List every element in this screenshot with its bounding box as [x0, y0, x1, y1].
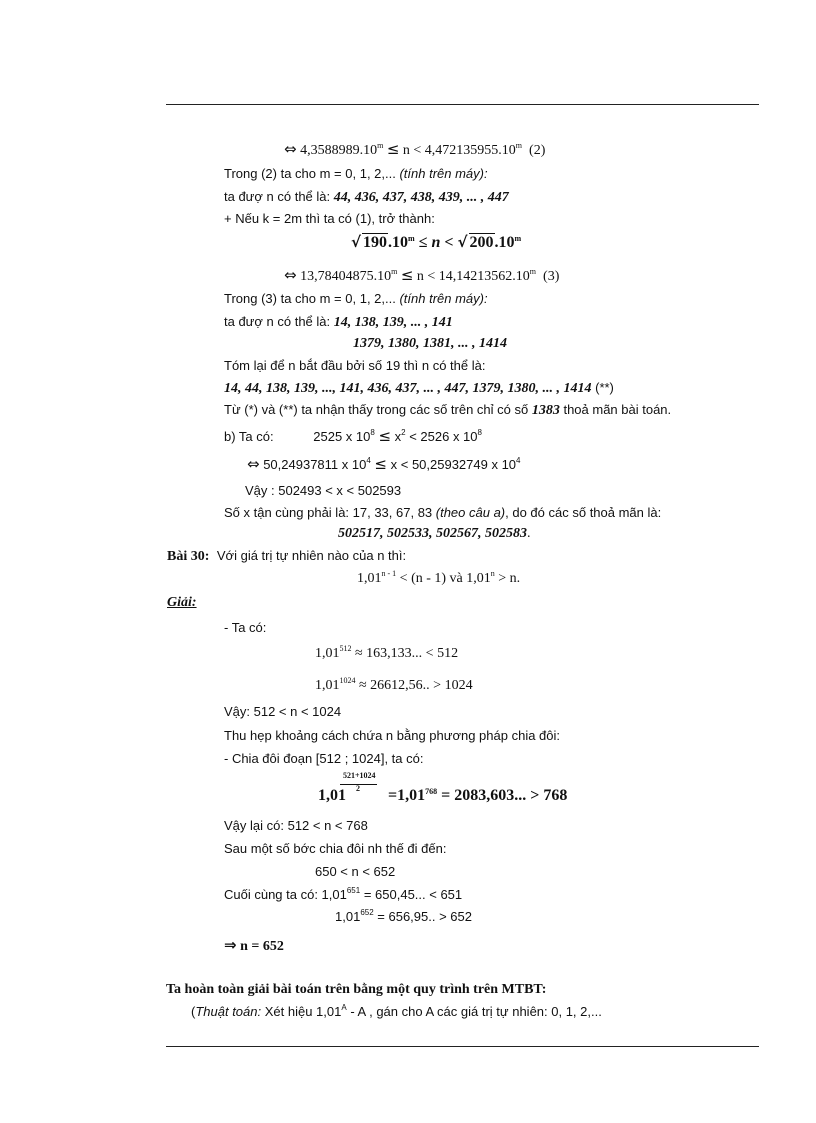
text-line: Vậy: 512 < n < 1024 [224, 704, 342, 719]
solution-heading: Giải: [167, 595, 197, 610]
text-line: Số x tận cùng phải là: 17, 33, 67, 83 (theo câu a), do đó các số thoả mãn là: [224, 505, 662, 520]
equivalence-icon: ⇔ [247, 455, 260, 473]
header-rule [166, 104, 759, 105]
problem-30-statement: $1,01^{n - 1} < (n - 1)$ và $1,01^n > n$. [357, 569, 521, 586]
text-line: Vậy : 502493 < x < 502593 [245, 483, 402, 498]
text-line: Trong (3) ta cho m = 0, 1, 2,... (tính trên máy): [224, 291, 488, 306]
equivalence-icon: ⇔ [284, 140, 297, 158]
text-line: Thu hẹp khoảng cách chứa n bằng phương pháp chia đôi: [224, 728, 561, 743]
fraction-exponent-numerator: 521+1024 [343, 771, 376, 780]
equation-2: ⇔ $4,3588989.10^m \le n < 4,472135955.10^m$ (2) [284, 140, 546, 158]
text-line: Sau một số bớc chia đôi nh thế đi đến: [224, 841, 447, 856]
text-line: b) Ta có: 2525 x $10^8 \le x^2 < 2526$ x $10^8$ [224, 427, 482, 445]
text-line: 650 < n < 652 [315, 864, 396, 879]
text-line: ⇔ 50,24937811 x $10^4 \le x < 50,25932749$ x $10^4$ [247, 455, 521, 473]
text-line: 1379, 1380, 1381, ... , 1414 [353, 336, 507, 351]
equation-3: ⇔ $13,78404875.10^m \le n < 14,14213562.10^m$ (3) [284, 266, 560, 284]
text-line: ta đượ n có thể là: 14, 138, 139, ... , 141 [224, 314, 453, 330]
text-line: Tóm lại để n bắt đầu bởi số 19 thì n có thể là: [224, 358, 486, 373]
text-line: + Nếu k = 2m thì ta có (1), trở thành: [224, 211, 435, 226]
text-line: $1,01^{652} = 656,95$.. > 652 [335, 908, 472, 924]
text-line: Từ (*) và (**) ta nhận thấy trong các số trên chỉ có số 1383 thoả mãn bài toán. [224, 402, 672, 418]
equivalence-icon: ⇔ [284, 266, 297, 284]
text-line: - Ta có: [224, 620, 267, 635]
text-line: Cuối cùng ta có: $1,01^{651} = 650,45$... < 651 [224, 886, 463, 902]
text-line: Trong (2) ta cho m = 0, 1, 2,... (tính trên máy): [224, 166, 488, 181]
equation-line: $1,01^{512} \approx 163,133$... < 512 [315, 644, 459, 661]
text-line: ta đượ n có thể là: 44, 436, 437, 438, 439, ... , 447 [224, 189, 509, 205]
sqrt-icon: √ [457, 233, 468, 251]
equation-line: $1,01 =1,01^{768} = 2083,603$... > 768 [318, 787, 568, 804]
equation-line: $1,01^{1024} \approx 26612,56$.. > 1024 [315, 676, 473, 693]
sqrt-inequality: √ $190.10^m \le n$ < √ 200.10$^m$ [351, 233, 522, 251]
final-answer: ⇒ n = 652 [224, 936, 284, 954]
implies-icon: ⇒ [224, 936, 237, 954]
problem-30-heading: Bài 30: Với giá trị tự nhiên nào của n thì: [167, 548, 407, 564]
text-line: (Thuật toán: Xét hiệu $1,01^A$ - A , gán cho A các giá trị tự nhiên: 0, 1, 2,... [191, 1003, 602, 1019]
sqrt-icon: √ [351, 233, 362, 251]
fraction-exponent-denominator: 2 [356, 784, 360, 793]
text-line: - Chia đôi đoạn [512 ; 1024], ta có: [224, 751, 424, 766]
text-line: 14, 44, 138, 139, ..., 141, 436, 437, ... , 447, 1379, 1380, ... , 1414 (**) [224, 380, 614, 396]
text-line: Vậy lại có: 512 < n < 768 [224, 818, 368, 833]
section-heading: Ta hoàn toàn giải bài toán trên bằng một quy trình trên MTBT: [166, 982, 547, 997]
text-line: 502517, 502533, 502567, 502583. [338, 526, 531, 541]
footer-rule [166, 1046, 759, 1047]
